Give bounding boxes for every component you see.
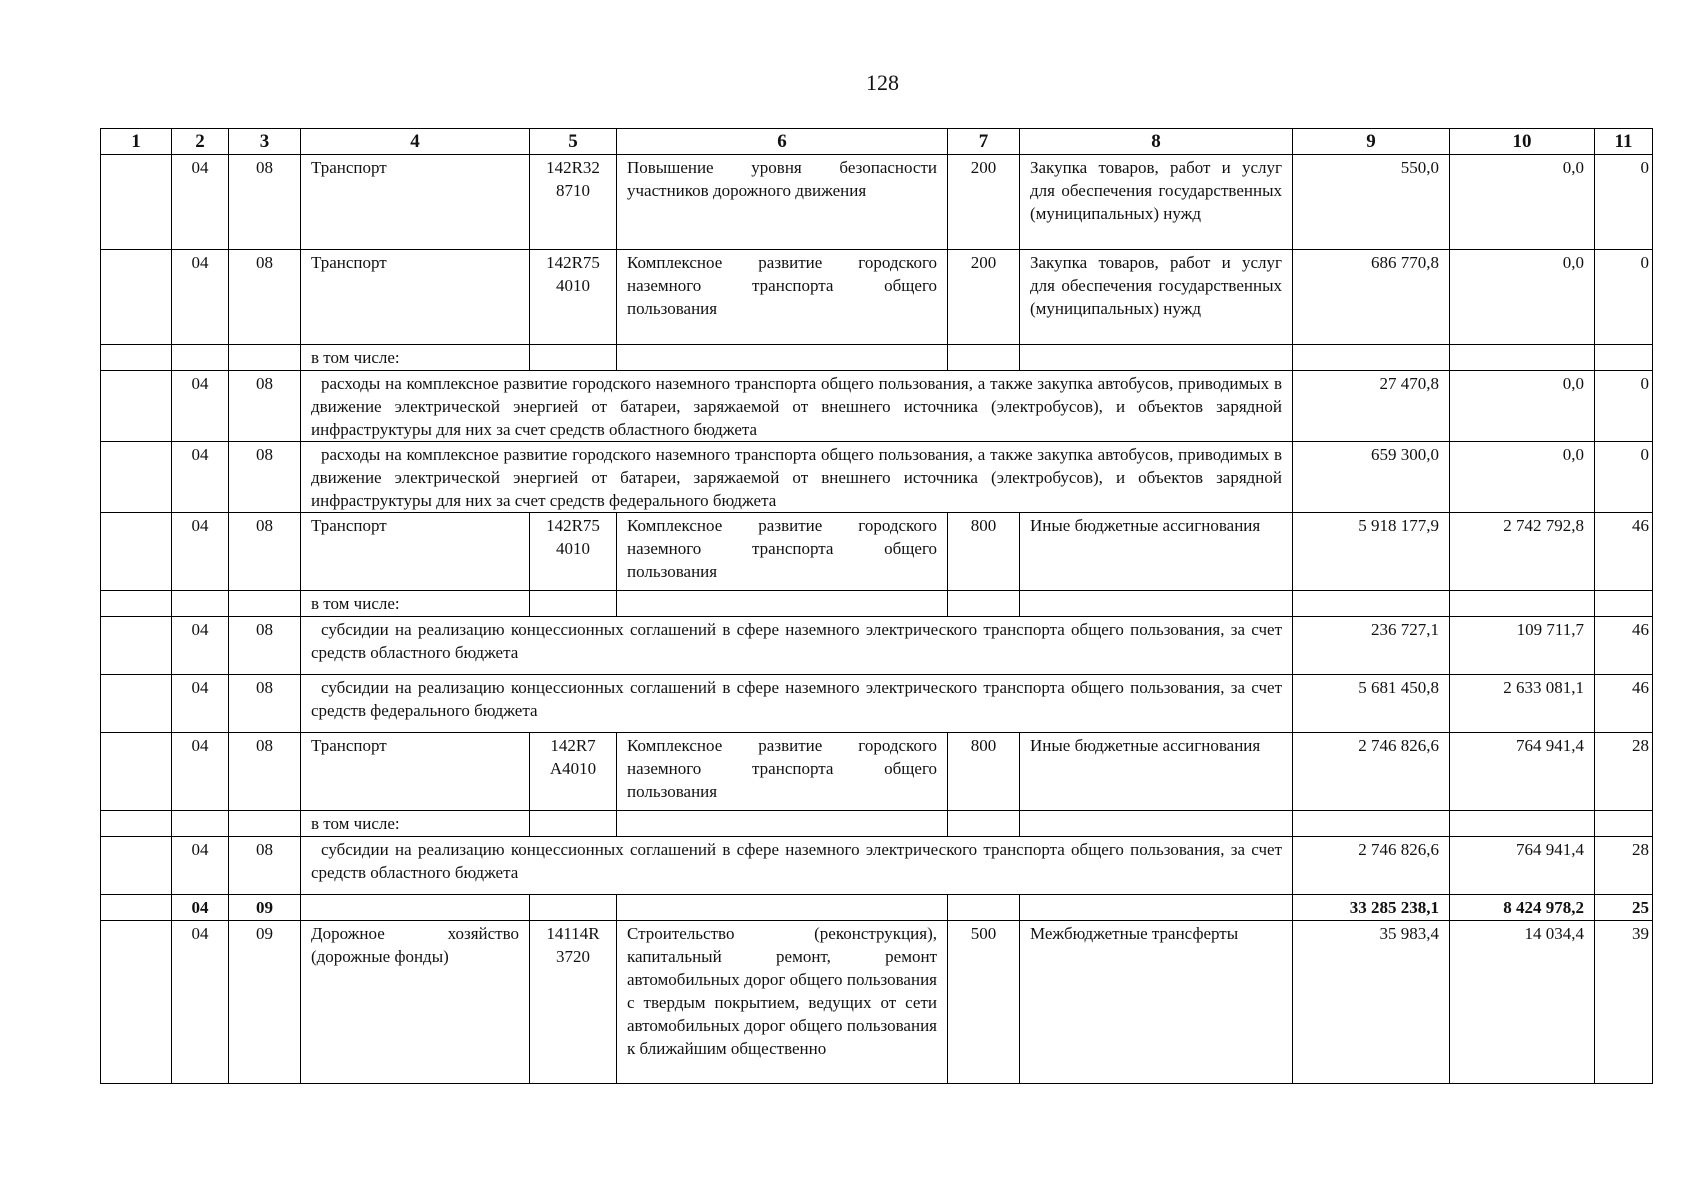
cell-amount-plan: 550,0 [1293, 155, 1450, 250]
table-row [101, 617, 1653, 675]
cell-amount-plan: 686 770,8 [1293, 250, 1450, 345]
cell-amount-exec: 0,0 [1450, 371, 1595, 442]
cell-col11 [1595, 345, 1653, 371]
cell-percent: 0 [1595, 371, 1653, 442]
cell-percent: 0 [1595, 442, 1653, 513]
cell-section [172, 811, 229, 837]
cell-col5 [530, 811, 617, 837]
cell-program-name: Комплексное развитие городского наземного транспорта общего пользования [617, 733, 948, 811]
cell-col10 [1450, 591, 1595, 617]
cell-section: 04 [172, 155, 229, 250]
cell-target-code: 142R7 А4010 [530, 733, 617, 811]
cell-col5 [530, 345, 617, 371]
table-row [101, 591, 1653, 617]
cell-col6 [617, 591, 948, 617]
cell-percent: 28 [1595, 733, 1653, 811]
cell-program-name: Комплексное развитие городского наземного транспорта общего пользования [617, 513, 948, 591]
cell-subsection [229, 345, 301, 371]
cell-amount-exec: 0,0 [1450, 155, 1595, 250]
cell-description: субсидии на реализацию концессионных соглашений в сфере наземного электрического транспорта общего пользования, за счет средств федерального бюджета [301, 675, 1293, 733]
cell-expense-type: 200 [948, 155, 1020, 250]
cell-col11 [1595, 811, 1653, 837]
cell-expense-type: 200 [948, 250, 1020, 345]
cell-description: субсидии на реализацию концессионных соглашений в сфере наземного электрического транспорта общего пользования, за счет средств областного бюджета [301, 617, 1293, 675]
cell-col6 [617, 811, 948, 837]
cell-col1 [101, 837, 172, 895]
cell-section: 04 [172, 921, 229, 1084]
cell-col1 [101, 591, 172, 617]
page-number: 128 [866, 70, 899, 95]
cell-amount-plan: 5 681 450,8 [1293, 675, 1450, 733]
cell-target-code: 142R75 4010 [530, 250, 617, 345]
table-row [101, 675, 1653, 733]
cell-section: 04 [172, 617, 229, 675]
cell-amount-exec: 0,0 [1450, 442, 1595, 513]
column-header-11: 11 [1595, 129, 1653, 155]
column-header-2: 2 [172, 129, 229, 155]
column-header-6: 6 [617, 129, 948, 155]
cell-amount-plan: 2 746 826,6 [1293, 837, 1450, 895]
cell-percent: 46 [1595, 617, 1653, 675]
cell-target-code: 142R32 8710 [530, 155, 617, 250]
cell-percent: 28 [1595, 837, 1653, 895]
cell-expense-name: Закупка товаров, работ и услуг для обеспечения государственных (муниципальных) нужд [1020, 155, 1293, 250]
cell-subsection: 08 [229, 250, 301, 345]
cell-subsection: 08 [229, 617, 301, 675]
cell-amount-exec: 8 424 978,2 [1450, 895, 1595, 921]
cell-subsection [229, 811, 301, 837]
column-header-9: 9 [1293, 129, 1450, 155]
cell-col8 [1020, 591, 1293, 617]
cell-col5 [530, 895, 617, 921]
cell-subsection: 08 [229, 371, 301, 442]
cell-col1 [101, 921, 172, 1084]
cell-target-code: 142R75 4010 [530, 513, 617, 591]
cell-amount-exec: 0,0 [1450, 250, 1595, 345]
cell-col1 [101, 155, 172, 250]
cell-description: субсидии на реализацию концессионных соглашений в сфере наземного электрического транспорта общего пользования, за счет средств областного бюджета [301, 837, 1293, 895]
cell-col1 [101, 895, 172, 921]
cell-subsection: 08 [229, 442, 301, 513]
cell-description: расходы на комплексное развитие городского наземного транспорта общего пользования, а также закупка автобусов, приводимых в движение электрической энергией от батареи, заряжаемой от внешнего источника (электробусов), и объектов зарядной инфраструктуры для них за счет средств федерального бюджета [301, 442, 1293, 513]
cell-section: 04 [172, 513, 229, 591]
cell-percent: 0 [1595, 155, 1653, 250]
cell-section-name: Транспорт [301, 733, 530, 811]
cell-col10 [1450, 345, 1595, 371]
column-header-4: 4 [301, 129, 530, 155]
cell-amount-exec: 2 633 081,1 [1450, 675, 1595, 733]
cell-target-code: 14114R 3720 [530, 921, 617, 1084]
cell-amount-plan: 236 727,1 [1293, 617, 1450, 675]
cell-amount-plan: 33 285 238,1 [1293, 895, 1450, 921]
cell-col1 [101, 733, 172, 811]
cell-amount-exec: 764 941,4 [1450, 837, 1595, 895]
cell-section: 04 [172, 442, 229, 513]
cell-amount-exec: 14 034,4 [1450, 921, 1595, 1084]
cell-section-name: Транспорт [301, 250, 530, 345]
cell-col8 [1020, 895, 1293, 921]
cell-col11 [1595, 591, 1653, 617]
cell-section: 04 [172, 371, 229, 442]
cell-section: 04 [172, 250, 229, 345]
sub-label: в том числе: [301, 591, 530, 617]
cell-col6 [617, 895, 948, 921]
table-header [101, 129, 1653, 155]
cell-subsection [229, 591, 301, 617]
sub-label: в том числе: [301, 811, 530, 837]
cell-section [172, 591, 229, 617]
cell-expense-name: Межбюджетные трансферты [1020, 921, 1293, 1084]
cell-col1 [101, 250, 172, 345]
cell-expense-type: 800 [948, 733, 1020, 811]
cell-amount-plan: 659 300,0 [1293, 442, 1450, 513]
cell-percent: 46 [1595, 513, 1653, 591]
cell-col7 [948, 345, 1020, 371]
cell-col7 [948, 591, 1020, 617]
cell-subsection: 08 [229, 513, 301, 591]
cell-percent: 0 [1595, 250, 1653, 345]
sub-label: в том числе: [301, 345, 530, 371]
cell-section: 04 [172, 837, 229, 895]
cell-description: расходы на комплексное развитие городского наземного транспорта общего пользования, а также закупка автобусов, приводимых в движение электрической энергией от батареи, заряжаемой от внешнего источника (электробусов), и объектов зарядной инфраструктуры для них за счет средств областного бюджета [301, 371, 1293, 442]
cell-amount-exec: 2 742 792,8 [1450, 513, 1595, 591]
cell-percent: 25 [1595, 895, 1653, 921]
cell-col1 [101, 442, 172, 513]
cell-expense-type: 500 [948, 921, 1020, 1084]
cell-col9 [1293, 345, 1450, 371]
cell-section-name: Дорожное хозяйство (дорожные фонды) [301, 921, 530, 1084]
cell-section [172, 345, 229, 371]
cell-subsection: 08 [229, 675, 301, 733]
cell-col1 [101, 617, 172, 675]
column-header-7: 7 [948, 129, 1020, 155]
cell-col6 [617, 345, 948, 371]
cell-col9 [1293, 811, 1450, 837]
table-row [101, 733, 1653, 811]
column-header-3: 3 [229, 129, 301, 155]
cell-subsection: 08 [229, 837, 301, 895]
table-row [101, 250, 1653, 345]
table-row [101, 345, 1653, 371]
cell-expense-type: 800 [948, 513, 1020, 591]
cell-section-name: Транспорт [301, 155, 530, 250]
column-header-10: 10 [1450, 129, 1595, 155]
column-header-8: 8 [1020, 129, 1293, 155]
cell-amount-plan: 35 983,4 [1293, 921, 1450, 1084]
column-header-1: 1 [101, 129, 172, 155]
header-row [101, 129, 1653, 155]
cell-amount-exec: 764 941,4 [1450, 733, 1595, 811]
cell-program-name: Строительство (реконструкция), капитальный ремонт, ремонт автомобильных дорог общего пользования с твердым покрытием, ведущих от сети автомобильных дорог общего пользования к ближайшим общественно [617, 921, 948, 1084]
table-row [101, 442, 1653, 513]
cell-col7 [948, 895, 1020, 921]
cell-col1 [101, 513, 172, 591]
cell-program-name: Повышение уровня безопасности участников дорожного движения [617, 155, 948, 250]
cell-percent: 39 [1595, 921, 1653, 1084]
table-row [101, 371, 1653, 442]
cell-col1 [101, 371, 172, 442]
cell-section: 04 [172, 675, 229, 733]
cell-amount-plan: 27 470,8 [1293, 371, 1450, 442]
table-row [101, 811, 1653, 837]
cell-program-name: Комплексное развитие городского наземного транспорта общего пользования [617, 250, 948, 345]
cell-subsection: 08 [229, 733, 301, 811]
table-row [101, 513, 1653, 591]
table-body [101, 155, 1653, 1084]
cell-col8 [1020, 811, 1293, 837]
cell-expense-name: Иные бюджетные ассигнования [1020, 513, 1293, 591]
cell-col5 [530, 591, 617, 617]
cell-amount-plan: 2 746 826,6 [1293, 733, 1450, 811]
cell-col9 [1293, 591, 1450, 617]
cell-expense-name: Иные бюджетные ассигнования [1020, 733, 1293, 811]
cell-section-name: Транспорт [301, 513, 530, 591]
cell-percent: 46 [1595, 675, 1653, 733]
cell-subsection: 09 [229, 895, 301, 921]
cell-col1 [101, 675, 172, 733]
cell-subsection: 09 [229, 921, 301, 1084]
table-row [101, 837, 1653, 895]
cell-col1 [101, 345, 172, 371]
column-header-5: 5 [530, 129, 617, 155]
cell-amount-plan: 5 918 177,9 [1293, 513, 1450, 591]
cell-col10 [1450, 811, 1595, 837]
cell-section: 04 [172, 733, 229, 811]
cell-col1 [101, 811, 172, 837]
table-row [101, 921, 1653, 1084]
cell-col4 [301, 895, 530, 921]
table-row [101, 155, 1653, 250]
cell-expense-name: Закупка товаров, работ и услуг для обеспечения государственных (муниципальных) нужд [1020, 250, 1293, 345]
cell-subsection: 08 [229, 155, 301, 250]
cell-col7 [948, 811, 1020, 837]
cell-col8 [1020, 345, 1293, 371]
cell-section: 04 [172, 895, 229, 921]
cell-amount-exec: 109 711,7 [1450, 617, 1595, 675]
budget-table [100, 128, 1653, 1084]
table-row [101, 895, 1653, 921]
